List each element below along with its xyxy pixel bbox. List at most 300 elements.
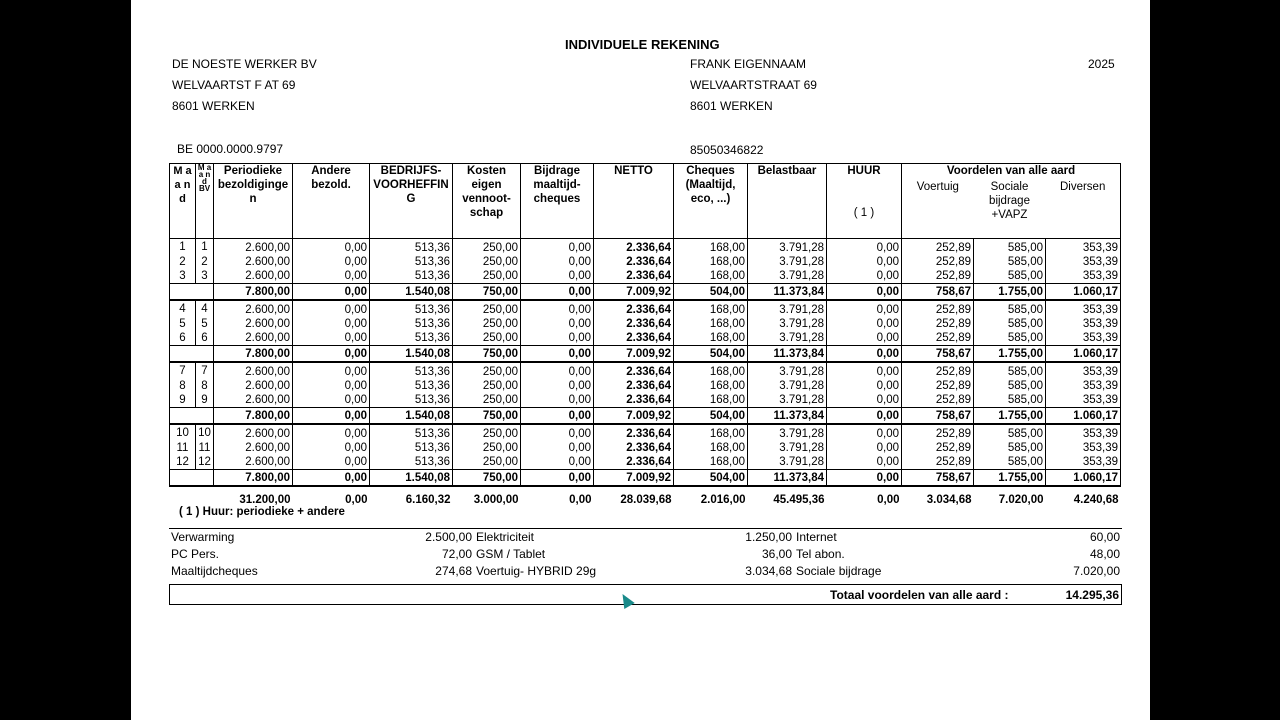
- table-cell: 353,39: [1046, 424, 1121, 441]
- table-cell: 0,00: [827, 317, 902, 331]
- benefit-label: Sociale bijdrage: [796, 564, 882, 578]
- table-cell: 3.791,28: [748, 317, 827, 331]
- table-cell: 513,36: [370, 269, 453, 284]
- document-title: INDIVIDUELE REKENING: [565, 37, 720, 52]
- grand-total-cell: 3.000,00: [473, 494, 519, 506]
- benefit-value: 72,00: [441, 547, 472, 561]
- quarter-total-row: [170, 470, 1121, 487]
- table-cell: 585,00: [974, 331, 1046, 346]
- employee-street: WELVAARTSTRAAT 69: [690, 78, 817, 92]
- table-cell: 585,00: [974, 393, 1046, 408]
- table-cell: 168,00: [674, 239, 748, 256]
- table-cell: 252,89: [902, 379, 974, 393]
- quarter-total-cell: 1.540,08: [370, 470, 453, 487]
- table-cell: 3.791,28: [748, 424, 827, 441]
- table-row: [170, 362, 1121, 379]
- table-cell: 585,00: [974, 239, 1046, 256]
- table-cell: 0,00: [293, 255, 370, 269]
- benefit-label: Maaltijdcheques: [171, 564, 258, 578]
- table-cell: 2.336,64: [594, 424, 674, 441]
- table-cell: 9: [196, 393, 214, 408]
- benefit-label: Voertuig- HYBRID 29g: [476, 564, 597, 578]
- table-cell: 513,36: [370, 255, 453, 269]
- table-cell: 0,00: [827, 331, 902, 346]
- quarter-total-cell: 0,00: [293, 284, 370, 301]
- table-cell: 0,00: [827, 255, 902, 269]
- table-cell: 513,36: [370, 300, 453, 317]
- quarter-total-cell: 7.009,92: [594, 408, 674, 425]
- table-row: [170, 300, 1121, 317]
- table-cell: 353,39: [1046, 269, 1121, 284]
- table-cell: 513,36: [370, 424, 453, 441]
- table-cell: 0,00: [827, 379, 902, 393]
- benefit-label: GSM / Tablet: [476, 547, 546, 561]
- quarter-total-cell: 504,00: [674, 408, 748, 425]
- table-cell: 3.791,28: [748, 455, 827, 470]
- table-cell: 2.336,64: [594, 362, 674, 379]
- table-cell: 0,00: [293, 441, 370, 455]
- table-cell: 168,00: [674, 379, 748, 393]
- benefit-value: 274,68: [435, 564, 472, 578]
- table-cell: 585,00: [974, 379, 1046, 393]
- grand-total-cell: 7.020,00: [998, 494, 1044, 506]
- quarter-total-cell: 1.755,00: [974, 470, 1046, 487]
- quarter-total-cell: 0,00: [827, 408, 902, 425]
- quarter-total-cell: 1.540,08: [370, 346, 453, 363]
- benefit-value: 60,00: [1089, 530, 1120, 544]
- table-cell: 250,00: [453, 424, 521, 441]
- benefit-label: Tel abon.: [796, 547, 845, 561]
- account-table-body: [170, 239, 1121, 508]
- footnote: ( 1 ) Huur: periodieke + andere: [179, 506, 345, 518]
- header-sociale: Sociale bijdrage +VAPZ: [989, 181, 1030, 221]
- quarter-total-cell: 11.373,84: [748, 408, 827, 425]
- table-cell: 3.791,28: [748, 255, 827, 269]
- table-cell: 2.600,00: [214, 362, 293, 379]
- table-row: [170, 441, 1121, 455]
- table-cell: 585,00: [974, 317, 1046, 331]
- quarter-total-cell: 1.060,17: [1046, 346, 1121, 363]
- quarter-total-cell: 750,00: [453, 470, 521, 487]
- benefit-label: Verwarming: [171, 530, 235, 544]
- header-bv: BV: [198, 184, 211, 193]
- table-cell: 2.600,00: [214, 269, 293, 284]
- table-cell: 0,00: [827, 362, 902, 379]
- table-cell: 12: [170, 455, 196, 470]
- table-cell: 585,00: [974, 362, 1046, 379]
- table-cell: 0,00: [827, 239, 902, 256]
- header-huur: HUUR ( 1 ): [827, 164, 902, 239]
- quarter-total-blank: [170, 470, 214, 487]
- table-cell: 168,00: [674, 331, 748, 346]
- table-cell: 3.791,28: [748, 331, 827, 346]
- table-cell: 0,00: [521, 393, 594, 408]
- table-cell: 0,00: [827, 424, 902, 441]
- quarter-total-cell: 0,00: [827, 346, 902, 363]
- header-maand-bv: M a a n d BV: [196, 164, 214, 239]
- grand-total-cell: 28.039,68: [620, 494, 672, 506]
- benefit-value: 36,00: [761, 547, 792, 561]
- table-cell: 585,00: [974, 424, 1046, 441]
- table-cell: 2.600,00: [214, 379, 293, 393]
- quarter-total-cell: 0,00: [293, 470, 370, 487]
- table-cell: 0,00: [293, 269, 370, 284]
- quarter-total-cell: 0,00: [827, 470, 902, 487]
- table-cell: 252,89: [902, 441, 974, 455]
- table-cell: 0,00: [293, 300, 370, 317]
- quarter-total-cell: 7.009,92: [594, 284, 674, 301]
- quarter-total-row: [170, 284, 1121, 301]
- table-cell: 0,00: [293, 424, 370, 441]
- employer-vat: BE 0000.0000.9797: [177, 142, 284, 156]
- document-page: [131, 0, 1150, 720]
- header-periodieke: Periodieke bezoldiginge n: [214, 164, 293, 239]
- table-cell: 513,36: [370, 455, 453, 470]
- table-cell: 3: [170, 269, 196, 284]
- table-cell: 250,00: [453, 455, 521, 470]
- grand-total-cell: 6.160,32: [405, 494, 451, 506]
- table-cell: 168,00: [674, 393, 748, 408]
- quarter-total-blank: [170, 284, 214, 301]
- table-cell: 2.336,64: [594, 393, 674, 408]
- grand-total-cell: 0,00: [569, 494, 592, 506]
- table-cell: 2.336,64: [594, 455, 674, 470]
- table-cell: 513,36: [370, 239, 453, 256]
- quarter-total-cell: 750,00: [453, 284, 521, 301]
- table-cell: 250,00: [453, 269, 521, 284]
- table-cell: 2.336,64: [594, 255, 674, 269]
- quarter-total-cell: 0,00: [293, 408, 370, 425]
- benefit-row: [169, 546, 1122, 563]
- table-cell: 2.336,64: [594, 379, 674, 393]
- table-cell: 2.600,00: [214, 455, 293, 470]
- employee-name: FRANK EIGENNAAM: [690, 57, 807, 71]
- table-cell: 353,39: [1046, 455, 1121, 470]
- table-cell: 2.336,64: [594, 317, 674, 331]
- benefit-label: Internet: [796, 530, 837, 544]
- table-cell: 250,00: [453, 393, 521, 408]
- header-kosten: Kosten eigen vennoot-schap: [453, 164, 521, 239]
- table-cell: 353,39: [1046, 362, 1121, 379]
- table-cell: 0,00: [293, 317, 370, 331]
- table-cell: 2.600,00: [214, 424, 293, 441]
- table-cell: 250,00: [453, 300, 521, 317]
- table-cell: 353,39: [1046, 393, 1121, 408]
- table-cell: 6: [196, 331, 214, 346]
- table-cell: 3.791,28: [748, 362, 827, 379]
- header-andere: Andere bezold.: [293, 164, 370, 239]
- quarter-total-row: [170, 346, 1121, 363]
- table-cell: 585,00: [974, 455, 1046, 470]
- quarter-total-cell: 1.060,17: [1046, 470, 1121, 487]
- benefit-value: 2.500,00: [425, 530, 472, 544]
- table-cell: 353,39: [1046, 300, 1121, 317]
- quarter-total-cell: 11.373,84: [748, 284, 827, 301]
- table-row: [170, 393, 1121, 408]
- table-cell: 2.336,64: [594, 239, 674, 256]
- quarter-total-cell: 1.060,17: [1046, 408, 1121, 425]
- table-cell: 0,00: [827, 393, 902, 408]
- quarter-total-cell: 7.800,00: [214, 284, 293, 301]
- table-row: [170, 424, 1121, 441]
- table-cell: 11: [196, 441, 214, 455]
- table-cell: 0,00: [293, 239, 370, 256]
- total-benefits-label: Totaal voordelen van alle aard :: [830, 588, 1009, 602]
- table-cell: 513,36: [370, 441, 453, 455]
- table-cell: 3.791,28: [748, 300, 827, 317]
- quarter-total-cell: 0,00: [827, 284, 902, 301]
- table-cell: 252,89: [902, 255, 974, 269]
- quarter-total-cell: 1.755,00: [974, 408, 1046, 425]
- table-cell: 8: [196, 379, 214, 393]
- table-cell: 353,39: [1046, 331, 1121, 346]
- table-cell: 250,00: [453, 317, 521, 331]
- quarter-total-cell: 0,00: [521, 346, 594, 363]
- table-cell: 252,89: [902, 300, 974, 317]
- table-cell: 2.600,00: [214, 441, 293, 455]
- employer-name: DE NOESTE WERKER BV: [172, 57, 317, 71]
- table-cell: 250,00: [453, 441, 521, 455]
- table-cell: 0,00: [827, 269, 902, 284]
- quarter-total-cell: 11.373,84: [748, 470, 827, 487]
- table-cell: 252,89: [902, 455, 974, 470]
- table-row: [170, 317, 1121, 331]
- quarter-total-cell: 758,67: [902, 408, 974, 425]
- table-cell: 513,36: [370, 379, 453, 393]
- table-cell: 585,00: [974, 300, 1046, 317]
- quarter-total-cell: 0,00: [521, 470, 594, 487]
- table-cell: 168,00: [674, 255, 748, 269]
- quarter-total-cell: 1.755,00: [974, 346, 1046, 363]
- table-cell: 4: [196, 300, 214, 317]
- benefit-value: 48,00: [1089, 547, 1120, 561]
- table-cell: 0,00: [827, 455, 902, 470]
- table-cell: 0,00: [521, 269, 594, 284]
- header-diversen: Diversen: [1059, 181, 1106, 193]
- total-benefits-value: 14.295,36: [1065, 588, 1119, 602]
- table-cell: 0,00: [521, 300, 594, 317]
- quarter-total-cell: 758,67: [902, 346, 974, 363]
- benefit-label: PC Pers.: [171, 547, 220, 561]
- employer-street: WELVAARTST F AT 69: [172, 78, 296, 92]
- table-cell: 1: [170, 239, 196, 256]
- table-cell: 585,00: [974, 441, 1046, 455]
- grand-total-cell: 2.016,00: [700, 494, 746, 506]
- table-cell: 2.600,00: [214, 331, 293, 346]
- table-cell: 2.336,64: [594, 269, 674, 284]
- header-huur-note: ( 1 ): [853, 207, 875, 219]
- table-cell: 168,00: [674, 317, 748, 331]
- table-cell: 513,36: [370, 317, 453, 331]
- table-cell: 2.336,64: [594, 441, 674, 455]
- table-cell: 2.600,00: [214, 239, 293, 256]
- quarter-total-cell: 7.800,00: [214, 470, 293, 487]
- quarter-total-cell: 7.800,00: [214, 408, 293, 425]
- table-cell: 252,89: [902, 393, 974, 408]
- grand-total-cell: 31.200,00: [239, 494, 291, 506]
- table-cell: 0,00: [521, 424, 594, 441]
- table-cell: 513,36: [370, 362, 453, 379]
- table-cell: 0,00: [293, 331, 370, 346]
- table-cell: 12: [196, 455, 214, 470]
- grand-total-blank: [170, 486, 214, 507]
- grand-total-row: [170, 486, 1121, 507]
- table-cell: 250,00: [453, 379, 521, 393]
- table-cell: 7: [170, 362, 196, 379]
- quarter-total-cell: 11.373,84: [748, 346, 827, 363]
- table-cell: 3.791,28: [748, 239, 827, 256]
- table-cell: 3.791,28: [748, 393, 827, 408]
- table-cell: 2.336,64: [594, 300, 674, 317]
- table-cell: 250,00: [453, 362, 521, 379]
- table-cell: 252,89: [902, 362, 974, 379]
- table-cell: 168,00: [674, 269, 748, 284]
- table-cell: 1: [196, 239, 214, 256]
- table-row: [170, 379, 1121, 393]
- table-cell: 0,00: [827, 441, 902, 455]
- quarter-total-cell: 0,00: [521, 284, 594, 301]
- table-cell: 513,36: [370, 331, 453, 346]
- total-benefits-box: [169, 584, 1122, 605]
- table-cell: 2.600,00: [214, 255, 293, 269]
- table-cell: 250,00: [453, 255, 521, 269]
- header-netto: NETTO: [594, 164, 674, 239]
- table-cell: 168,00: [674, 300, 748, 317]
- quarter-total-cell: 7.009,92: [594, 346, 674, 363]
- benefit-label: Elektriciteit: [476, 530, 535, 544]
- quarter-total-cell: 0,00: [521, 408, 594, 425]
- quarter-total-blank: [170, 346, 214, 363]
- quarter-total-cell: 1.060,17: [1046, 284, 1121, 301]
- table-cell: 10: [196, 424, 214, 441]
- header-voertuig: Voertuig: [916, 181, 959, 193]
- table-row: [170, 331, 1121, 346]
- grand-total-cell: 45.495,36: [773, 494, 825, 506]
- table-cell: 250,00: [453, 331, 521, 346]
- table-cell: 2.600,00: [214, 317, 293, 331]
- benefit-row: [169, 563, 1122, 580]
- table-cell: 585,00: [974, 255, 1046, 269]
- table-row: [170, 239, 1121, 256]
- table-cell: 5: [170, 317, 196, 331]
- benefit-value: 7.020,00: [1073, 564, 1120, 578]
- table-cell: 3.791,28: [748, 379, 827, 393]
- table-cell: 2: [196, 255, 214, 269]
- table-cell: 2.336,64: [594, 331, 674, 346]
- benefit-row: [169, 529, 1122, 547]
- quarter-total-cell: 7.009,92: [594, 470, 674, 487]
- table-cell: 250,00: [453, 239, 521, 256]
- grand-total-cell: 3.034,68: [926, 494, 972, 506]
- document-year: 2025: [1088, 57, 1115, 71]
- table-cell: 2.600,00: [214, 300, 293, 317]
- quarter-total-cell: 1.540,08: [370, 284, 453, 301]
- grand-total-cell: 0,00: [877, 494, 900, 506]
- table-cell: 3: [196, 269, 214, 284]
- table-cell: 10: [170, 424, 196, 441]
- table-cell: 353,39: [1046, 379, 1121, 393]
- quarter-total-cell: 750,00: [453, 346, 521, 363]
- table-cell: 252,89: [902, 331, 974, 346]
- table-cell: 353,39: [1046, 239, 1121, 256]
- employer-city: 8601 WERKEN: [172, 99, 255, 113]
- employee-city: 8601 WERKEN: [690, 99, 773, 113]
- table-cell: 6: [170, 331, 196, 346]
- table-cell: 168,00: [674, 424, 748, 441]
- header-bijdrage: Bijdrage maaltijd-cheques: [521, 164, 594, 239]
- quarter-total-blank: [170, 408, 214, 425]
- table-cell: 5: [196, 317, 214, 331]
- table-cell: 168,00: [674, 362, 748, 379]
- benefits-table: [169, 528, 1122, 580]
- grand-total-cell: 0,00: [345, 494, 368, 506]
- table-cell: 0,00: [293, 393, 370, 408]
- header-bedrijfsvoorheffing: BEDRIJFS-VOORHEFFIN G: [370, 164, 453, 239]
- table-cell: 168,00: [674, 441, 748, 455]
- quarter-total-cell: 758,67: [902, 470, 974, 487]
- quarter-total-cell: 7.800,00: [214, 346, 293, 363]
- table-cell: 252,89: [902, 269, 974, 284]
- header-cheques: Cheques (Maaltijd, eco, ...): [674, 164, 748, 239]
- table-cell: 2.600,00: [214, 393, 293, 408]
- table-cell: 0,00: [521, 362, 594, 379]
- table-cell: 7: [196, 362, 214, 379]
- employee-id: 85050346822: [690, 143, 764, 157]
- table-cell: 0,00: [293, 379, 370, 393]
- table-cell: 353,39: [1046, 255, 1121, 269]
- quarter-total-cell: 504,00: [674, 470, 748, 487]
- table-cell: 0,00: [521, 317, 594, 331]
- table-cell: 3.791,28: [748, 441, 827, 455]
- quarter-total-row: [170, 408, 1121, 425]
- header-maand: M a a n d: [170, 164, 196, 239]
- table-cell: 9: [170, 393, 196, 408]
- header-belastbaar: Belastbaar: [748, 164, 827, 239]
- table-cell: 252,89: [902, 239, 974, 256]
- benefit-value: 1.250,00: [745, 530, 792, 544]
- quarter-total-cell: 0,00: [293, 346, 370, 363]
- table-cell: 0,00: [293, 362, 370, 379]
- table-cell: 585,00: [974, 269, 1046, 284]
- grand-total-cell: 4.240,68: [1073, 494, 1119, 506]
- table-cell: 2: [170, 255, 196, 269]
- table-row: [170, 455, 1121, 470]
- header-voordelen: Voordelen van alle aard Voertuig Sociale bijdrage +VAPZ Diversen: [902, 164, 1121, 239]
- quarter-total-cell: 1.540,08: [370, 408, 453, 425]
- table-cell: 8: [170, 379, 196, 393]
- benefit-value: 3.034,68: [745, 564, 792, 578]
- table-cell: 0,00: [827, 300, 902, 317]
- table-cell: 0,00: [521, 255, 594, 269]
- table-cell: 252,89: [902, 317, 974, 331]
- quarter-total-cell: 758,67: [902, 284, 974, 301]
- quarter-total-cell: 504,00: [674, 284, 748, 301]
- table-cell: 0,00: [521, 455, 594, 470]
- table-cell: 0,00: [521, 331, 594, 346]
- table-cell: 353,39: [1046, 441, 1121, 455]
- table-cell: 11: [170, 441, 196, 455]
- table-cell: 0,00: [521, 239, 594, 256]
- table-row: [170, 269, 1121, 284]
- quarter-total-cell: 1.755,00: [974, 284, 1046, 301]
- table-cell: 168,00: [674, 455, 748, 470]
- table-cell: 252,89: [902, 424, 974, 441]
- table-row: [170, 255, 1121, 269]
- table-cell: 3.791,28: [748, 269, 827, 284]
- table-cell: 0,00: [521, 441, 594, 455]
- table-cell: 353,39: [1046, 317, 1121, 331]
- quarter-total-cell: 504,00: [674, 346, 748, 363]
